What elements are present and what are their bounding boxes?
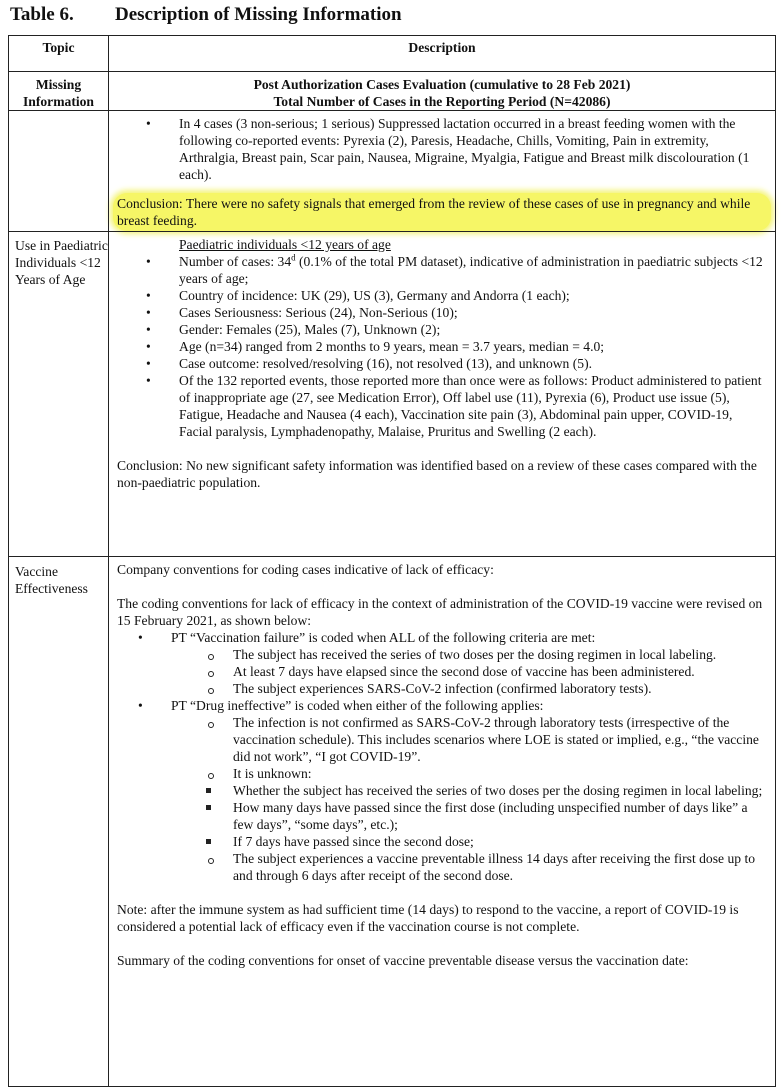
topic-missing-information: Missing Information [9,72,109,111]
criterion-item-unknown: It is unknown: [171,765,767,782]
lactation-conclusion: Conclusion: There were no safety signals that emerged from the review of these cases of use in pregnancy and while breast feeding. [117,196,751,228]
paediatric-subheading: Paediatric individuals <12 years of age [179,237,391,252]
evaluation-heading-line1: Post Authorization Cases Evaluation (cumulative to 28 Feb 2021) [253,77,631,92]
header-topic: Topic [9,36,109,72]
paediatric-bullet-gender: • Gender: Females (25), Males (7), Unknown (2); [117,321,767,338]
lactation-list [117,115,767,183]
unknown-sublist [109,782,767,850]
pt-vaccination-failure: • PT “Vaccination failure” is coded when ALL of the following criteria are met: The subject has received the series of two doses per the dosing regimen in local labeling. At least 7 days have elapsed since the second dose of vaccine has been administered. The subject experiences SARS-CoV-2 infection (confirmed laboratory tests). [109,629,767,697]
evaluation-heading [109,72,776,111]
paediatric-list [117,253,767,440]
coding-conventions-intro: Company conventions for coding cases indicative of lack of efficacy: [117,562,494,577]
immune-note: Note: after the immune system as had sufficient time (14 days) to respond to the vaccine, a report of COVID-19 is considered a potential lack of efficacy even if the vaccination course is not complete. [117,902,739,934]
row-paediatric [9,232,776,557]
table-caption [10,3,402,27]
paediatric-bullet-events: • Of the 132 reported events, those reported more than once were as follows: Product administered to patient of inappropriate age (27, see Medication Error), Off label use (11), Pyrexia (6), Product use issue (5), Fatigue, Headache and Nausea (4 each), Vaccination site pain (3), Abdominal pain upper, COVID-19, Facial paralysis, Lymphadenopathy, Malaise, Pruritus and Swelling (2 each). [117,372,767,440]
unknown-item: If 7 days have passed since the second dose; [109,833,767,850]
pt-list [109,629,767,884]
paediatric-conclusion: Conclusion: No new significant safety information was identified based on a review of these cases compared with the non-paediatric population. [117,458,757,490]
table-number: Table 6. [10,4,74,25]
paediatric-bullet-outcome: • Case outcome: resolved/resolving (16), not resolved (13), and unknown (5). [117,355,767,372]
topic-vaccine-effectiveness: Vaccine Effectiveness [9,557,109,1087]
criterion-item: The subject experiences a vaccine preventable illness 14 days after receiving the first dose up to and through 6 days after receipt of the second dose. [171,850,767,884]
drug-ineffective-criteria-cont [171,850,767,884]
drug-ineffective-criteria [171,714,767,782]
topic-empty [9,111,109,232]
highlighted-conclusion [113,193,771,231]
lactation-bullet: • In 4 cases (3 non-serious; 1 serious) Suppressed lactation occurred in a breast feeding women with the following co-reported events: Pyrexia (2), Paresis, Headache, Chills, Vomiting, Pain in extremity, Arthralgia, Breast pain, Scar pain, Nausea, Migraine, Myalgia, Fatigue and Breast milk discolouration (1 each). [117,115,767,183]
paediatric-description [109,232,776,557]
paediatric-bullet-country: • Country of incidence: UK (29), US (3), Germany and Andorra (1 each); [117,287,767,304]
unknown-item: Whether the subject has received the series of two doses per the dosing regimen in local labeling; [109,782,767,799]
unknown-item: How many days have passed since the first dose (including unspecified number of days like” a few days”, “some days”, etc.); [109,799,767,833]
lactation-description [109,111,776,232]
header-description: Description [109,36,776,72]
pt-drug-ineffective: • PT “Drug ineffective” is coded when either of the following applies: The infection is not confirmed as SARS-CoV-2 through laboratory tests (irrespective of the vaccination schedule). This includes scenarios where LOE is stated or implied, e.g., “the vaccine did not work”, “I got COVID-19”. It is unknown: Whether the subject has received the series of two doses per the dosing regimen in local labeling; How many days have passed since the first dose (including unspecified number of days like” a few days”, “some days”, etc.); If 7 days have passed since the second dose; The subject experiences a vaccine preventable illness 14 days after receiving the first dose up to and through 6 days after receipt of the second dose. [109,697,767,884]
missing-information-table [8,35,776,1087]
table-header-row [9,36,776,72]
evaluation-heading-line2: Total Number of Cases in the Reporting Period (N=42086) [273,94,611,109]
vaccination-failure-criteria [171,646,767,697]
row-lactation [9,111,776,232]
paediatric-bullet-seriousness: • Cases Seriousness: Serious (24), Non-Serious (10); [117,304,767,321]
effectiveness-description [109,557,776,1087]
criterion-item: At least 7 days have elapsed since the second dose of vaccine has been administered. [171,663,767,680]
summary-conventions: Summary of the coding conventions for onset of vaccine preventable disease versus the vaccination date: [117,953,689,968]
row-missing-information-heading [9,72,776,111]
paediatric-bullet-cases: • Number of cases: 34$^d$ (0.1% of the total PM dataset), indicative of administration in paediatric subjects <12 years of age; [117,253,767,287]
paediatric-bullet-age: • Age (n=34) ranged from 2 months to 9 years, mean = 3.7 years, median = 4.0; [117,338,767,355]
topic-paediatric: Use in Paediatric Individuals <12 Years of Age [9,232,109,557]
criterion-item: The subject has received the series of two doses per the dosing regimen in local labeling. [171,646,767,663]
table-title: Description of Missing Information [115,4,402,25]
coding-conventions-revised: The coding conventions for lack of efficacy in the context of administration of the COVID-19 vaccine were revised on 15 February 2021, as shown below: [117,596,763,628]
criterion-item: The infection is not confirmed as SARS-CoV-2 through laboratory tests (irrespective of the vaccination schedule). This includes scenarios where LOE is stated or implied, e.g., “the vaccine did not work”, “I got COVID-19”. [171,714,767,765]
criterion-item: The subject experiences SARS-CoV-2 infection (confirmed laboratory tests). [171,680,767,697]
row-vaccine-effectiveness [9,557,776,1087]
